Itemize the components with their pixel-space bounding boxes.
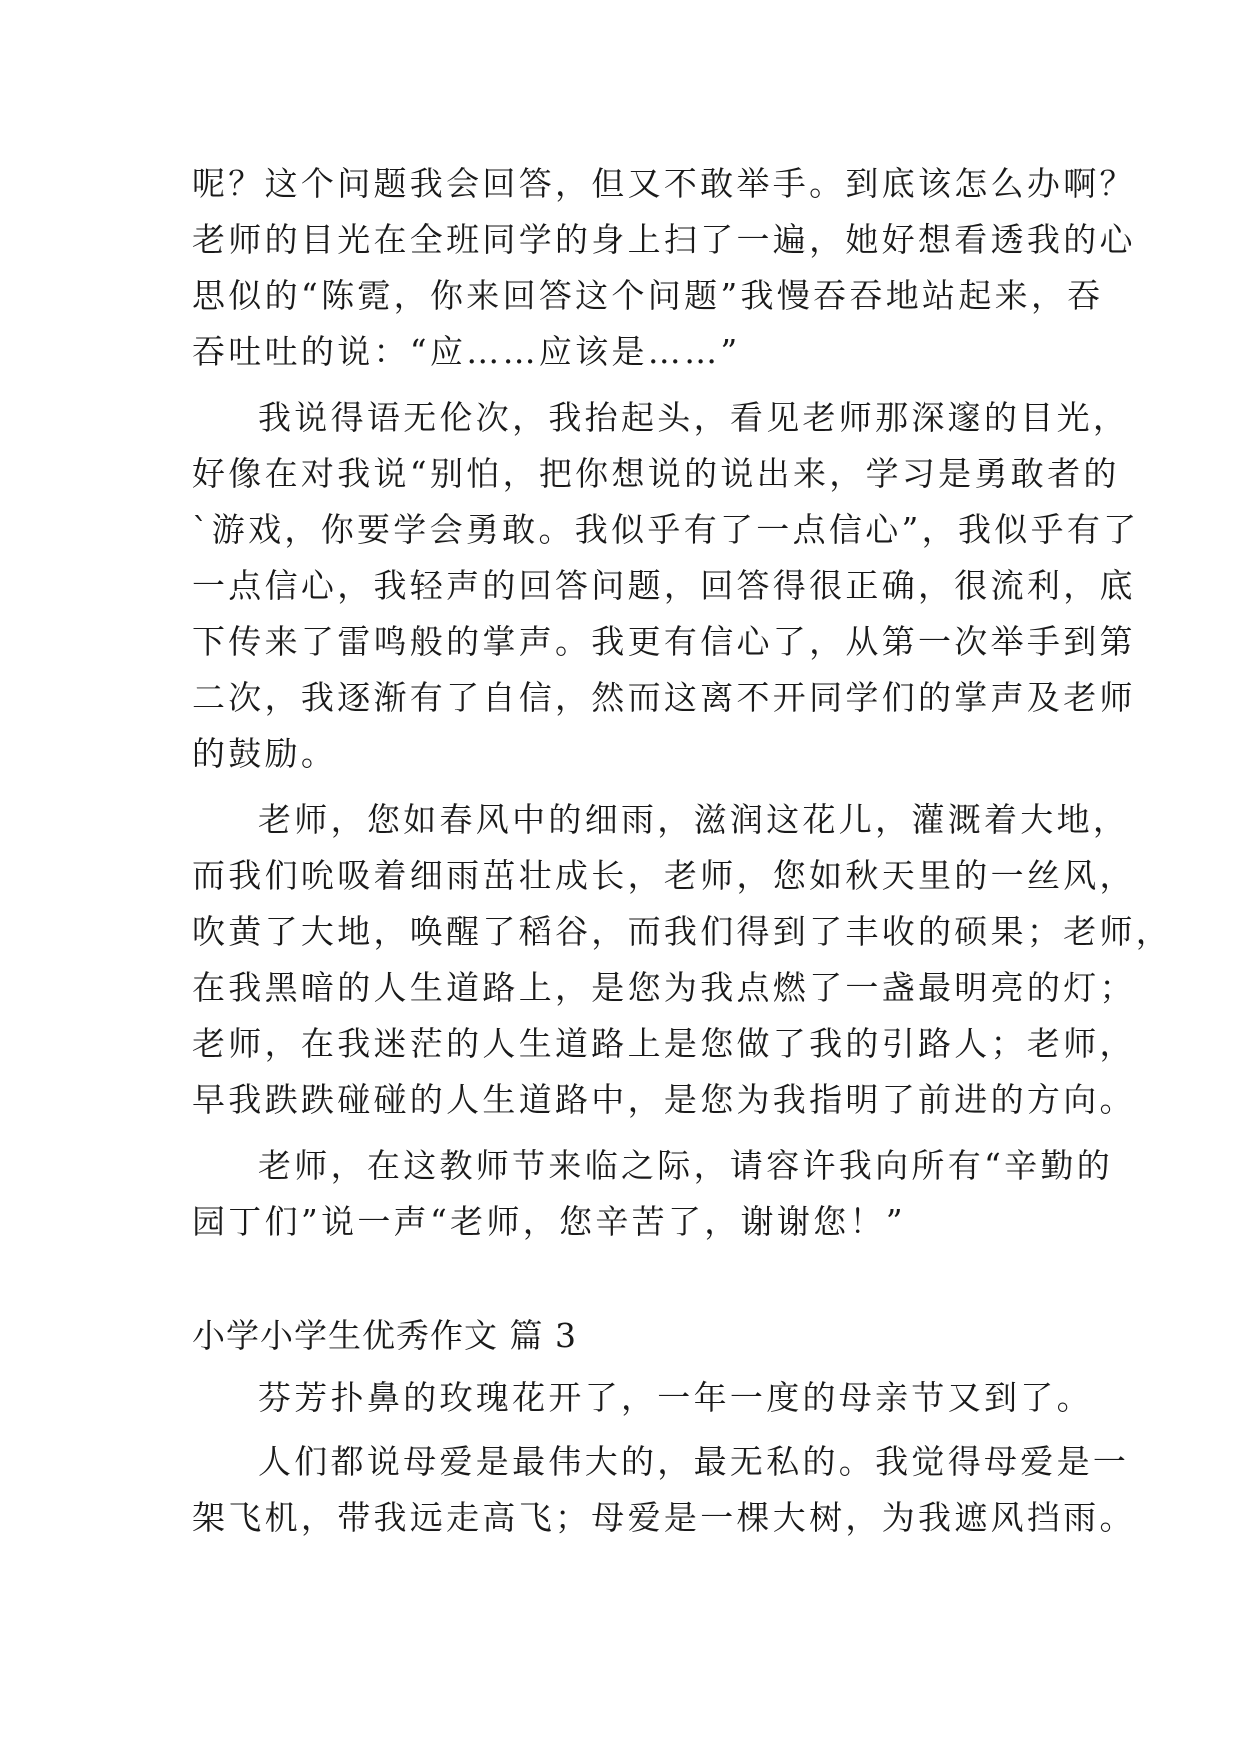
paragraph-1-line-2: 老师的目光在全班同学的身上扫了一遍，她好想看透我的心 xyxy=(192,220,1136,259)
paragraph-1-line-4: 吞吐吐的说：“应……应该是……” xyxy=(192,332,741,371)
paragraph-2-line-6: 二次，我逐渐有了自信，然而这离不开同学们的掌声及老师 xyxy=(192,678,1136,717)
paragraph-3-line-3: 吹黄了大地，唤醒了稻谷，而我们得到了丰收的硕果；老师， xyxy=(192,912,1173,951)
section-paragraph-1-line-1: 芬芳扑鼻的玫瑰花开了，一年一度的母亲节又到了。 xyxy=(258,1378,1093,1417)
paragraph-4-line-1: 老师，在这教师节来临之际，请容许我向所有“辛勤的 xyxy=(258,1146,1114,1185)
section-paragraph-2-line-1: 人们都说母爱是最伟大的，最无私的。我觉得母爱是一 xyxy=(258,1442,1130,1481)
paragraph-4-line-2: 园丁们”说一声“老师，您辛苦了，谢谢您！” xyxy=(192,1202,906,1241)
paragraph-3-line-5: 老师，在我迷茫的人生道路上是您做了我的引路人；老师， xyxy=(192,1024,1136,1063)
paragraph-3-line-1: 老师，您如春风中的细雨，滋润这花儿，灌溉着大地， xyxy=(258,800,1130,839)
paragraph-3-line-4: 在我黑暗的人生道路上，是您为我点燃了一盏最明亮的灯； xyxy=(192,968,1136,1007)
paragraph-2-line-4: 一点信心，我轻声的回答问题，回答得很正确，很流利，底 xyxy=(192,566,1136,605)
paragraph-2-line-2: 好像在对我说“别怕，把你想说的说出来，学习是勇敢者的 xyxy=(192,454,1120,493)
paragraph-1-line-1: 呢？这个问题我会回答，但又不敢举手。到底该怎么办啊？ xyxy=(192,164,1136,203)
paragraph-2-line-1: 我说得语无伦次，我抬起头，看见老师那深邃的目光， xyxy=(258,398,1130,437)
paragraph-2-line-7: 的鼓励。 xyxy=(192,734,338,773)
paragraph-3-line-2: 而我们吮吸着细雨茁壮成长，老师，您如秋天里的一丝风， xyxy=(192,856,1136,895)
paragraph-3-line-6: 早我跌跌碰碰的人生道路中，是您为我指明了前进的方向。 xyxy=(192,1080,1136,1119)
paragraph-2-line-3: `游戏，你要学会勇敢。我似乎有了一点信心”，我似乎有了 xyxy=(192,510,1140,549)
section-heading: 小学小学生优秀作文 篇 3 xyxy=(192,1316,577,1355)
section-paragraph-2-line-2: 架飞机，带我远走高飞；母爱是一棵大树，为我遮风挡雨。 xyxy=(192,1498,1136,1537)
paragraph-1-line-3: 思似的“陈霓，你来回答这个问题”我慢吞吞地站起来，吞 xyxy=(192,276,1104,315)
paragraph-2-line-5: 下传来了雷鸣般的掌声。我更有信心了，从第一次举手到第 xyxy=(192,622,1136,661)
